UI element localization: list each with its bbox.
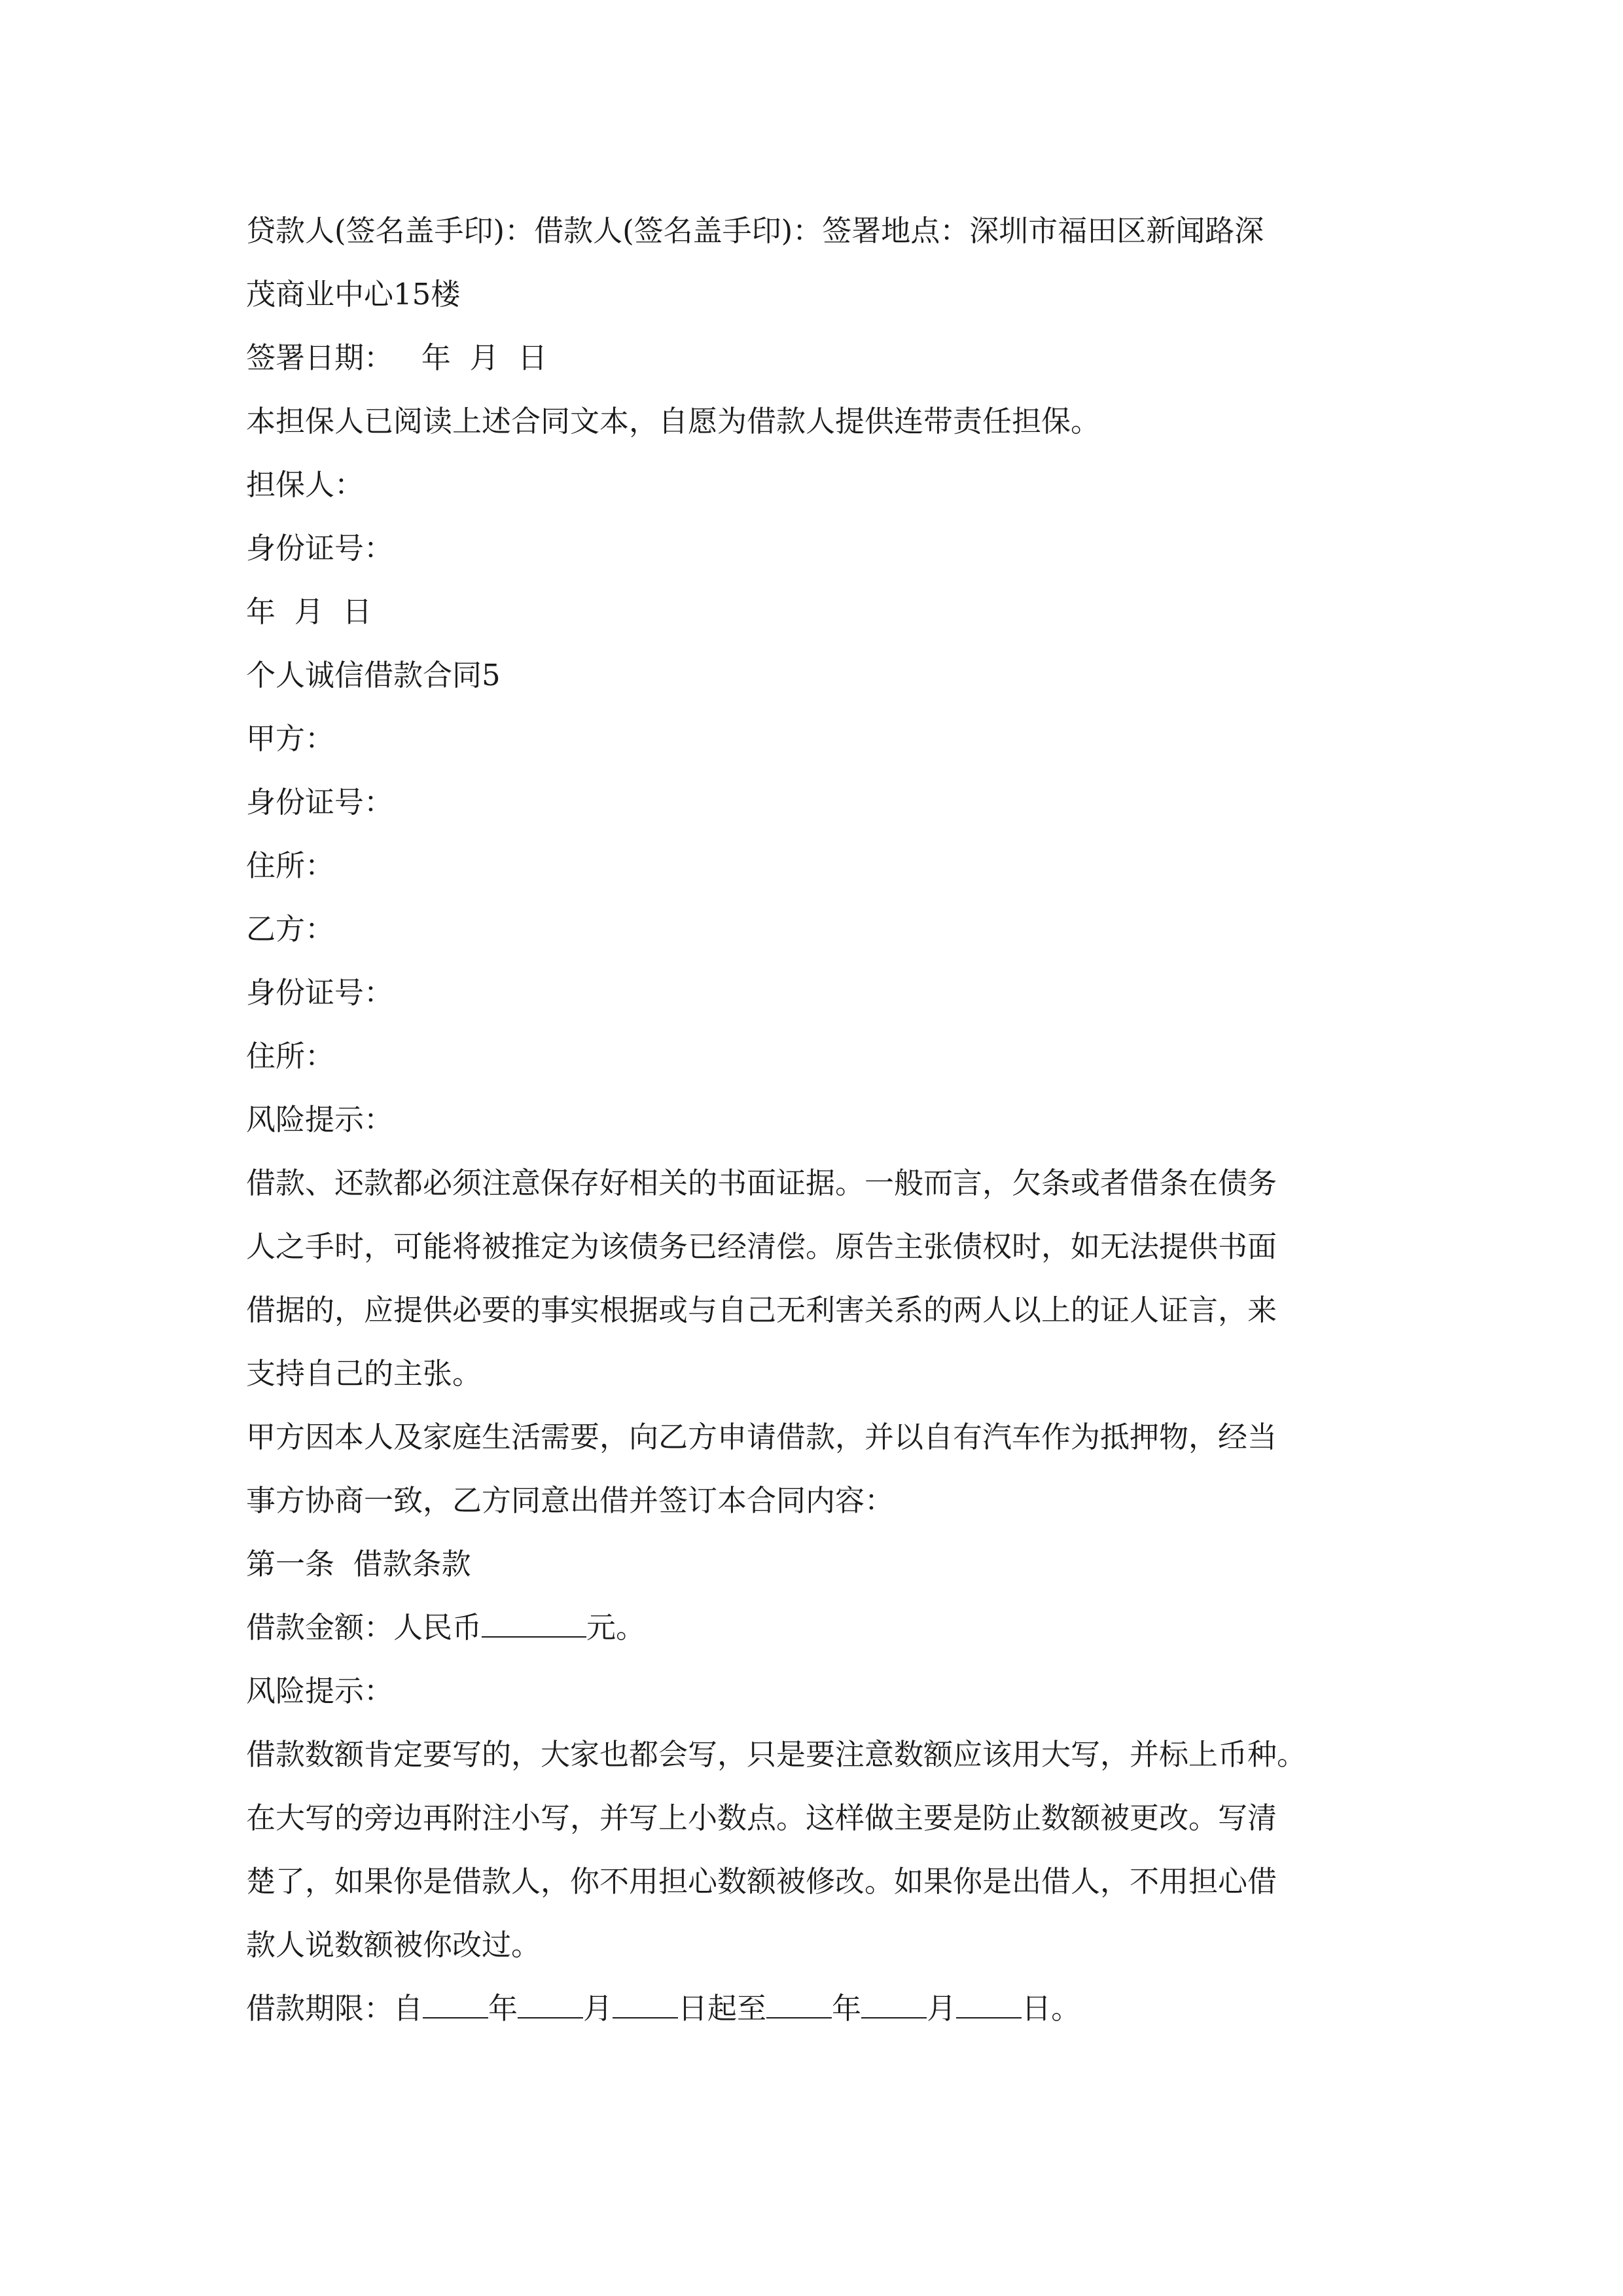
loan-amount-suffix: 元。 [586,1610,646,1645]
paragraph-line: 借款数额肯定要写的，大家也都会写，只是要注意数额应该用大写，并标上币种。 [246,1737,1307,1772]
start-year-blank [423,1991,488,2018]
end-day-blank [956,1991,1022,2018]
risk-notice-heading: 风险提示： [246,1674,394,1708]
document-body [246,199,1385,2040]
paragraph-line: 事方协商一致，乙方同意出借并签订本合同内容： [246,1483,895,1518]
guarantor-label: 担保人： [246,467,365,502]
party-b-label: 乙方： [246,912,335,946]
party-a-id-label: 身份证号： [246,785,394,819]
loan-term-line [246,1977,1385,2040]
start-month-blank [518,1991,583,2018]
term-word: 年 [832,1991,862,2026]
party-b-address-label: 住所： [246,1039,335,1073]
paragraph-line: 借款、还款都必须注意保存好相关的书面证据。一般而言，欠条或者借条在债务 [246,1166,1277,1200]
paragraph-line: 借据的，应提供必要的事实根据或与自己无利害关系的两人以上的证人证言，来 [246,1293,1277,1327]
article-one-heading: 第一条 借款条款 [246,1547,471,1581]
loan-amount-line [246,1596,1385,1659]
term-word: 年 [488,1991,518,2026]
end-year-blank [766,1991,832,2018]
loan-term-prefix: 借款期限：自 [246,1991,423,2026]
party-a-address-label: 住所： [246,848,335,883]
paragraph-line: 在大写的旁边再附注小写，并写上小数点。这样做主要是防止数额被更改。写清 [246,1801,1277,1835]
term-word: 日。 [1022,1991,1081,2026]
term-word: 月 [927,1991,957,2026]
paragraph-line: 楚了，如果你是借款人，你不用担心数额被修改。如果你是出借人，不用担心借 [246,1864,1277,1899]
text-line: 贷款人(签名盖手印)：借款人(签名盖手印)：签署地点：深圳市福田区新闻路深 [246,213,1264,248]
loan-amount-blank [482,1610,586,1638]
start-day-blank [613,1991,678,2018]
end-month-blank [861,1991,927,2018]
paragraph-line: 人之手时，可能将被推定为该债务已经清偿。原告主张债权时，如无法提供书面 [246,1229,1277,1264]
paragraph-line: 甲方因本人及家庭生活需要，向乙方申请借款，并以自有汽车作为抵押物，经当 [246,1420,1277,1454]
paragraph-line: 款人说数额被你改过。 [246,1928,541,1962]
party-b-id-label: 身份证号： [246,975,394,1010]
paragraph-line: 支持自己的主张。 [246,1356,482,1391]
guarantor-statement: 本担保人已阅读上述合同文本，自愿为借款人提供连带责任担保。 [246,404,1101,439]
signing-date-line: 签署日期： 年 月 日 [246,340,548,375]
date-line: 年 月 日 [246,594,372,629]
risk-notice-heading: 风险提示： [246,1102,394,1137]
loan-amount-prefix: 借款金额：人民币 [246,1610,482,1645]
id-number-label: 身份证号： [246,531,394,565]
party-a-label: 甲方： [246,721,335,756]
term-word: 日起至 [678,1991,767,2026]
text-line: 茂商业中心15楼 [246,277,461,312]
contract-title: 个人诚信借款合同5 [246,658,501,692]
term-word: 月 [583,1991,613,2026]
